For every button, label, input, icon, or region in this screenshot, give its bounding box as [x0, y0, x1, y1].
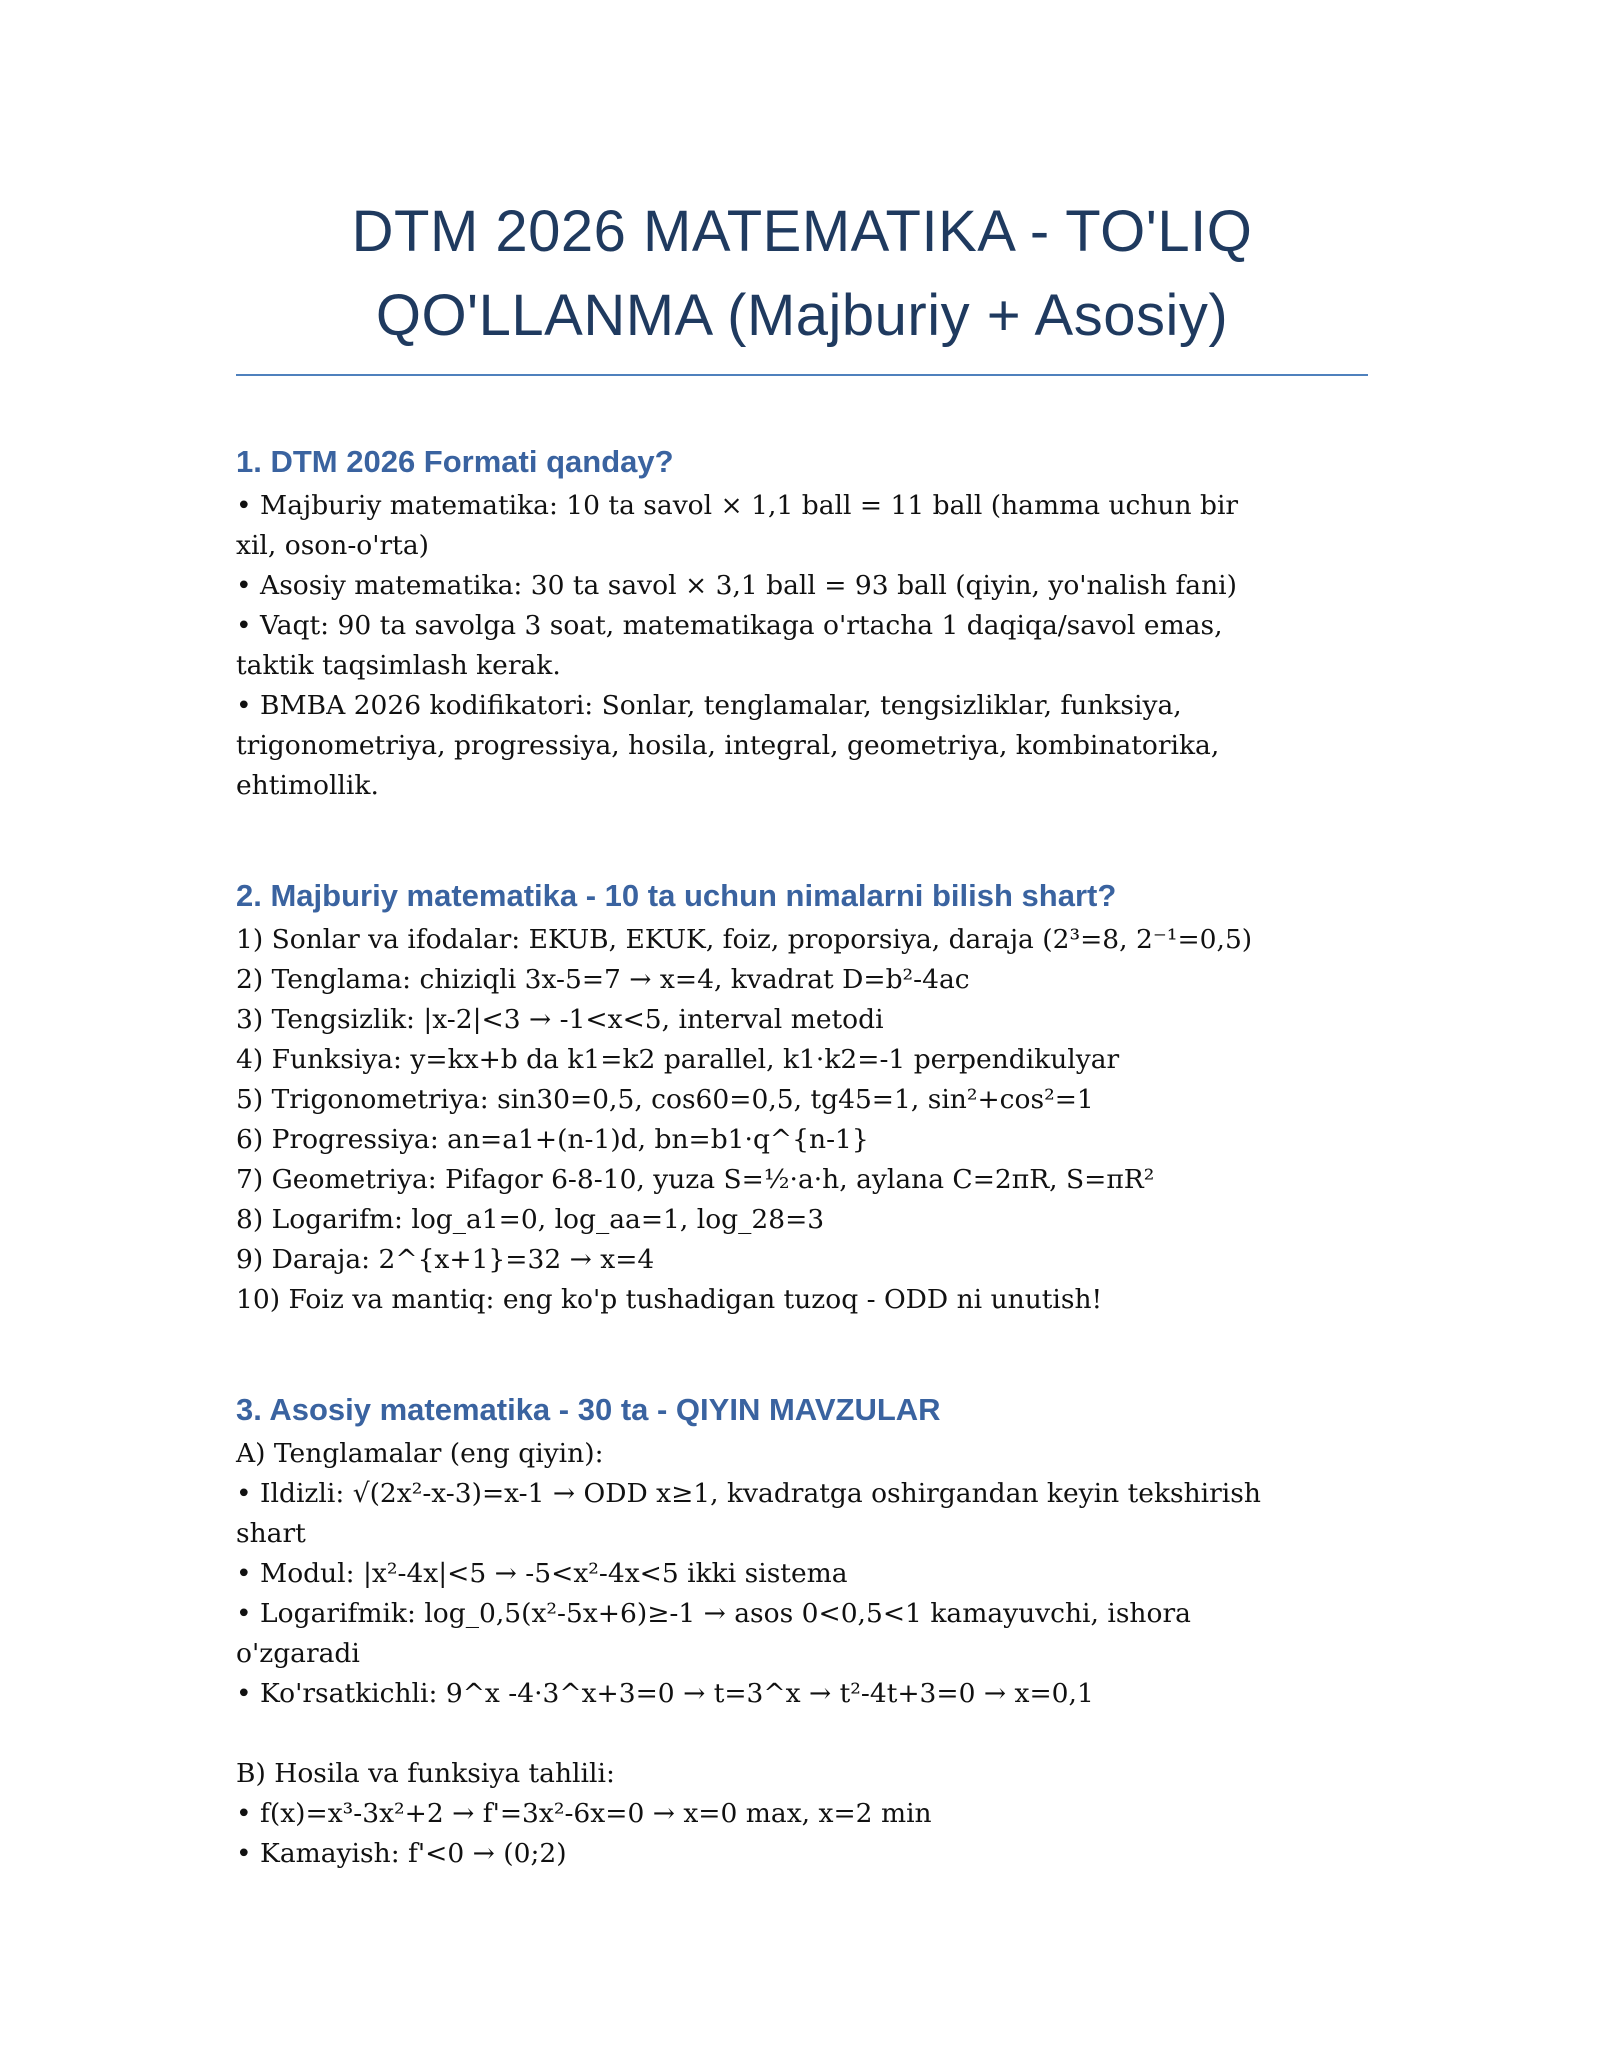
text-line: 8) Logarifm: log_a1=0, log_aa=1, log_28=3	[236, 1204, 825, 1235]
text-line: • Ildizli: √(2x²-x-3)=x-1 → ODD x≥1, kvadratga oshirgandan keyin tekshirish	[236, 1478, 1261, 1509]
title-line-2: QO'LLANMA (Majburiy + Asosiy)	[375, 283, 1229, 348]
text-line: • Modul: |x²-4x|<5 → -5<x²-4x<5 ikki sistema	[236, 1558, 848, 1589]
text-line: • Kamayish: f'<0 → (0;2)	[236, 1838, 567, 1869]
section-2-body	[236, 920, 1368, 1320]
document-page	[236, 190, 1368, 1874]
text-line: 7) Geometriya: Pifagor 6-8-10, yuza S=½·a·h, aylana C=2πR, S=πR²	[236, 1164, 1155, 1195]
text-line: o'zgaradi	[236, 1638, 360, 1669]
text-line: 4) Funksiya: y=kx+b da k1=k2 parallel, k1·k2=-1 perpendikulyar	[236, 1044, 1120, 1075]
text-line: trigonometriya, progressiya, hosila, integral, geometriya, kombinatorika,	[236, 730, 1220, 761]
section-3-body	[236, 1434, 1368, 1874]
text-line: 9) Daraja: 2^{x+1}=32 → x=4	[236, 1244, 655, 1275]
section-1-body	[236, 486, 1368, 806]
text-line: shart	[236, 1518, 306, 1549]
text-line: • Ko'rsatkichli: 9^x -4·3^x+3=0 → t=3^x → t²-4t+3=0 → x=0,1	[236, 1678, 1094, 1709]
text-line: B) Hosila va funksiya tahlili:	[236, 1758, 615, 1789]
text-line: 3) Tengsizlik: |x-2|<3 → -1<x<5, interval metodi	[236, 1004, 884, 1035]
text-line: • Logarifmik: log_0,5(x²-5x+6)≥-1 → asos 0<0,5<1 kamayuvchi, ishora	[236, 1598, 1191, 1629]
text-line: • BMBA 2026 kodifikatori: Sonlar, tenglamalar, tengsizliklar, funksiya,	[236, 690, 1182, 721]
text-line: • Vaqt: 90 ta savolga 3 soat, matematikaga o'rtacha 1 daqiqa/savol emas,	[236, 610, 1223, 641]
text-line: ehtimollik.	[236, 770, 379, 801]
text-line: 1) Sonlar va ifodalar: EKUB, EKUK, foiz, proporsiya, daraja (2³=8, 2⁻¹=0,5)	[236, 924, 1253, 955]
text-line: • Asosiy matematika: 30 ta savol × 3,1 ball = 93 ball (qiyin, yo'nalish fani)	[236, 570, 1237, 601]
section-1-heading: 1. DTM 2026 Formati qanday?	[236, 444, 674, 479]
text-line: 5) Trigonometriya: sin30=0,5, cos60=0,5, tg45=1, sin²+cos²=1	[236, 1084, 1094, 1115]
text-line: 10) Foiz va mantiq: eng ko'p tushadigan tuzoq - ODD ni unutish!	[236, 1284, 1103, 1315]
text-line: • Majburiy matematika: 10 ta savol × 1,1 ball = 11 ball (hamma uchun bir	[236, 490, 1239, 521]
text-line: taktik taqsimlash kerak.	[236, 650, 561, 681]
text-line: xil, oson-o'rta)	[236, 530, 429, 561]
document-title	[236, 190, 1368, 358]
section-3-heading: 3. Asosiy matematika - 30 ta - QIYIN MAVZULAR	[236, 1392, 941, 1427]
title-line-1: DTM 2026 MATEMATIKA - TO'LIQ	[351, 199, 1253, 264]
paragraph-gap	[236, 1714, 1368, 1754]
text-line: • f(x)=x³-3x²+2 → f'=3x²-6x=0 → x=0 max, x=2 min	[236, 1798, 932, 1829]
section-2-heading: 2. Majburiy matematika - 10 ta uchun nimalarni bilish shart?	[236, 878, 1117, 913]
title-divider	[236, 374, 1368, 376]
text-line: 6) Progressiya: an=a1+(n-1)d, bn=b1·q^{n-1}	[236, 1124, 869, 1155]
text-line: 2) Tenglama: chiziqli 3x-5=7 → x=4, kvadrat D=b²-4ac	[236, 964, 970, 995]
text-line: A) Tenglamalar (eng qiyin):	[236, 1438, 604, 1469]
